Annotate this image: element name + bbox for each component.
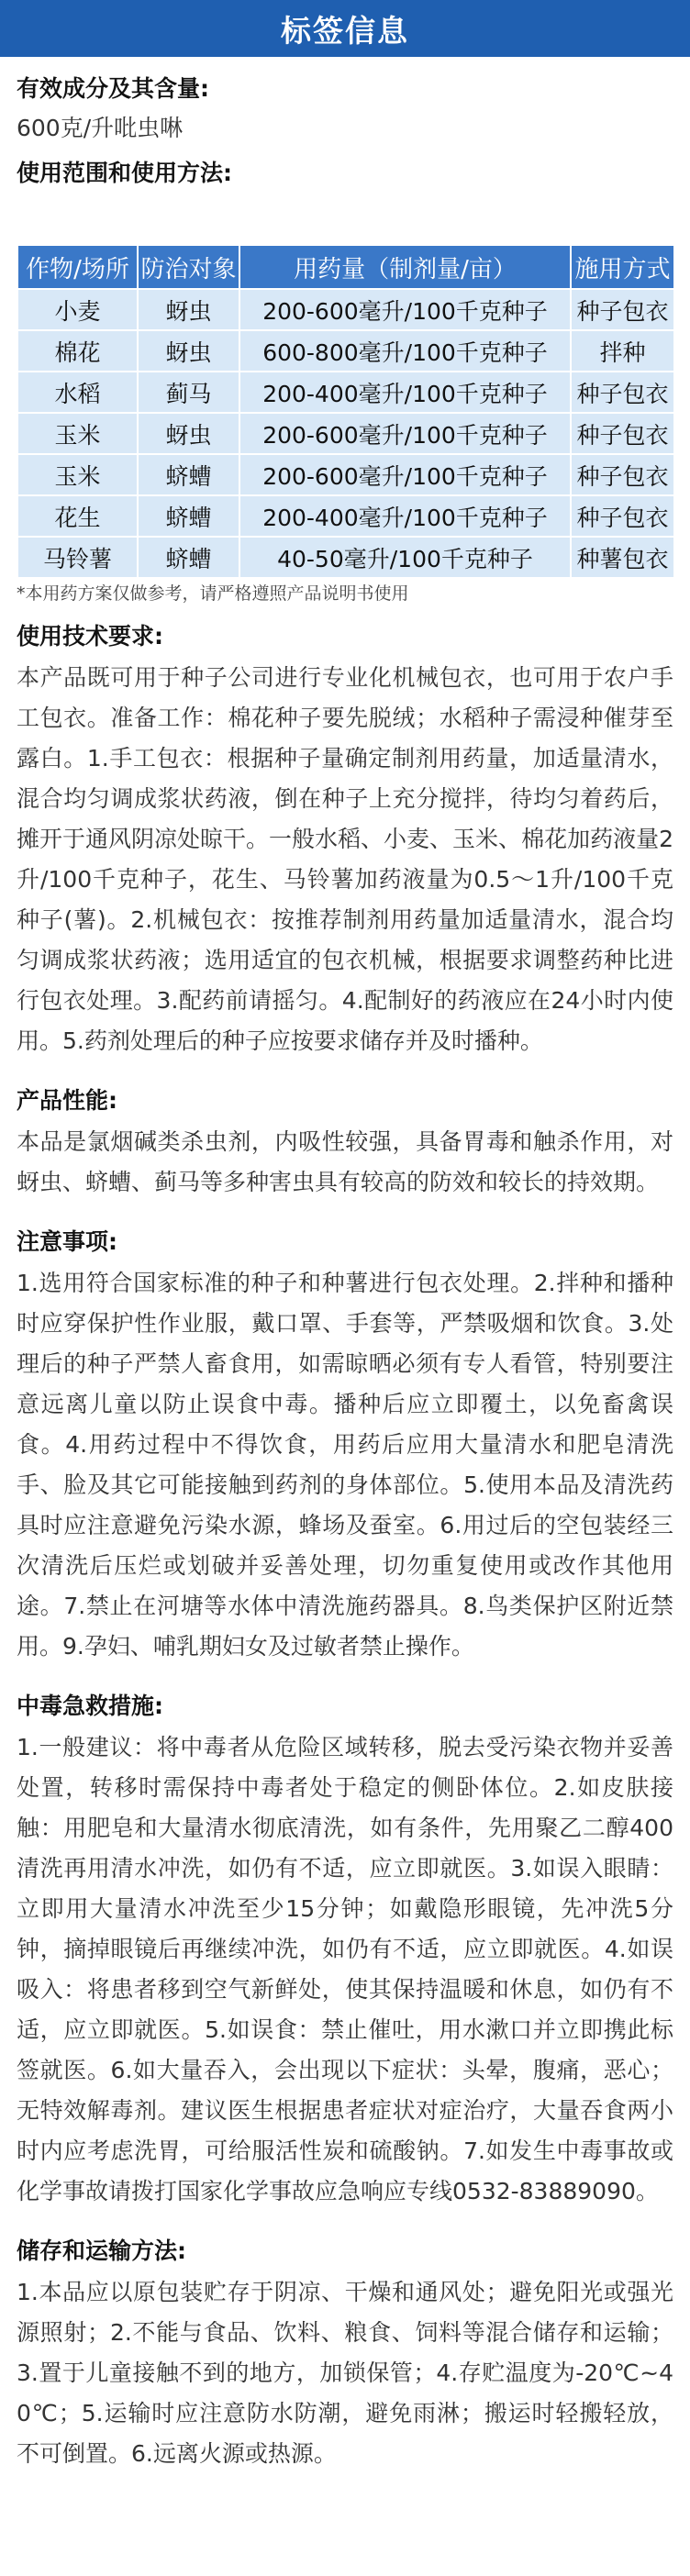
cell-method: 种薯包衣 (571, 537, 674, 578)
ingredient-value: 600克/升吡虫啉 (17, 115, 184, 141)
firstaid-text: 1.一般建议：将中毒者从危险区域转移，脱去受污染衣物并妥善处置，转移时需保持中毒者处于稳定的侧卧体位。2.如皮肤接触：用肥皂和大量清水彻底清洗，如有条件，先用聚乙二醇400清洗再用清水冲洗，如仍有不适，应立即就医。3.如误入眼睛：立即用大量清水冲洗至少15分钟；如戴隐形眼镜，先冲洗5分钟，摘掉眼镜后再继续冲洗，如仍有不适，应立即就医。4.如误吸入：将患者移到空气新鲜处，使其保持温暖和休息，如仍有不适，应立即就医。5.如误食：禁止催吐，用水漱口并立即携此标签就医。6.如大量吞入，会出现以下症状：头晕，腹痛，恶心；无特效解毒剂。建议医生根据患者症状对症治疗，大量吞食两小时内应考虑洗胃，可给服活性炭和硫酸钠。7.如发生中毒事故或化学事故请拨打国家化学事故应急响应专线0532-83889090。 (17, 1734, 673, 2204)
cell-target: 蛴螬 (138, 454, 239, 495)
col-header-crop: 作物/场所 (17, 245, 138, 289)
content (0, 73, 690, 2474)
table-row (17, 454, 674, 495)
precautions-title: 注意事项: (17, 1228, 117, 1255)
cell-method: 种子包衣 (571, 495, 674, 537)
performance-title: 产品性能: (17, 1087, 117, 1114)
col-header-target: 防治对象 (138, 245, 239, 289)
cell-dosage: 40-50毫升/100千克种子 (239, 537, 571, 578)
cell-crop: 小麦 (17, 289, 138, 330)
dosage-table (17, 244, 675, 579)
cell-target: 蚜虫 (138, 330, 239, 372)
table-row (17, 537, 674, 578)
cell-target: 蚜虫 (138, 289, 239, 330)
technical-title: 使用技术要求: (17, 623, 163, 650)
cell-dosage: 600-800毫升/100千克种子 (239, 330, 571, 372)
header-bar (0, 0, 690, 57)
table-header-row (17, 245, 674, 289)
table-row (17, 289, 674, 330)
cell-dosage: 200-600毫升/100千克种子 (239, 413, 571, 454)
storage-text: 1.本品应以原包装贮存于阴凉、干燥和通风处；避免阳光或强光源照射；2.不能与食品、饮料、粮食、饲料等混合储存和运输；3.置于儿童接触不到的地方，加锁保管；4.存贮温度为-20℃~40℃；5.运输时应注意防水防潮，避免雨淋；搬运时轻搬轻放，不可倒置。6.远离火源或热源。 (17, 2279, 673, 2467)
precautions-section (17, 1227, 673, 1667)
page-title: 标签信息 (281, 12, 409, 49)
cell-crop: 玉米 (17, 454, 138, 495)
cell-dosage: 200-600毫升/100千克种子 (239, 289, 571, 330)
cell-crop: 水稻 (17, 372, 138, 413)
storage-title: 储存和运输方法: (17, 2237, 186, 2264)
cell-crop: 棉花 (17, 330, 138, 372)
cell-target: 蛴螬 (138, 537, 239, 578)
table-row (17, 330, 674, 372)
storage-section (17, 2236, 673, 2474)
cell-dosage: 200-600毫升/100千克种子 (239, 454, 571, 495)
cell-method: 种子包衣 (571, 413, 674, 454)
ingredient-section (17, 73, 673, 149)
technical-section (17, 621, 673, 1061)
ingredient-title: 有效成分及其含量: (17, 75, 209, 102)
table-row (17, 495, 674, 537)
cell-crop: 玉米 (17, 413, 138, 454)
table-row (17, 413, 674, 454)
cell-target: 蚜虫 (138, 413, 239, 454)
cell-dosage: 200-400毫升/100千克种子 (239, 372, 571, 413)
usage-note: *本用药方案仅做参考，请严格遵照产品说明书使用 (17, 583, 409, 604)
cell-target: 蓟马 (138, 372, 239, 413)
cell-method: 种子包衣 (571, 454, 674, 495)
table-row (17, 372, 674, 413)
firstaid-section (17, 1691, 673, 2212)
cell-target: 蛴螬 (138, 495, 239, 537)
cell-method: 拌种 (571, 330, 674, 372)
cell-crop: 花生 (17, 495, 138, 537)
precautions-text: 1.选用符合国家标准的种子和种薯进行包衣处理。2.拌种和播种时应穿保护性作业服，戴口罩、手套等，严禁吸烟和饮食。3.处理后的种子严禁人畜食用，如需晾晒必须有专人看管，特别要注意远离儿童以防止误食中毒。播种后应立即覆土，以免畜禽误食。4.用药过程中不得饮食，用药后应用大量清水和肥皂清洗手、脸及其它可能接触到药剂的身体部位。5.使用本品及清洗药具时应注意避免污染水源，蜂场及蚕室。6.用过后的空包装经三次清洗后压烂或划破并妥善处理，切勿重复使用或改作其他用途。7.禁止在河塘等水体中清洗施药器具。8.鸟类保护区附近禁用。9.孕妇、哺乳期妇女及过敏者禁止操作。 (17, 1270, 673, 1660)
performance-section (17, 1085, 673, 1203)
col-header-dosage: 用药量（制剂量/亩） (239, 245, 571, 289)
cell-dosage: 200-400毫升/100千克种子 (239, 495, 571, 537)
col-header-method: 施用方式 (571, 245, 674, 289)
cell-method: 种子包衣 (571, 372, 674, 413)
technical-text: 本产品既可用于种子公司进行专业化机械包衣，也可用于农户手工包衣。准备工作：棉花种子要先脱绒；水稻种子需浸种催芽至露白。1.手工包衣：根据种子量确定制剂用药量，加适量清水，混合均匀调成浆状药液，倒在种子上充分搅拌，待均匀着药后，摊开于通风阴凉处晾干。一般水稻、小麦、玉米、棉花加药液量2升/100千克种子，花生、马铃薯加药液量为0.5～1升/100千克种子(薯)。2.机械包衣：按推荐制剂用药量加适量清水，混合均匀调成浆状药液；选用适宜的包衣机械，根据要求调整药种比进行包衣处理。3.配药前请摇匀。4.配制好的药液应在24小时内使用。5.药剂处理后的种子应按要求储存并及时播种。 (17, 664, 673, 1054)
cell-method: 种子包衣 (571, 289, 674, 330)
performance-text: 本品是氯烟碱类杀虫剂，内吸性较强，具备胃毒和触杀作用，对蚜虫、蛴螬、蓟马等多种害虫具有较高的防效和较长的持效期。 (17, 1128, 673, 1195)
usage-title: 使用范围和使用方法: (17, 160, 232, 186)
firstaid-title: 中毒急救措施: (17, 1693, 163, 1719)
usage-section (17, 158, 673, 605)
cell-crop: 马铃薯 (17, 537, 138, 578)
